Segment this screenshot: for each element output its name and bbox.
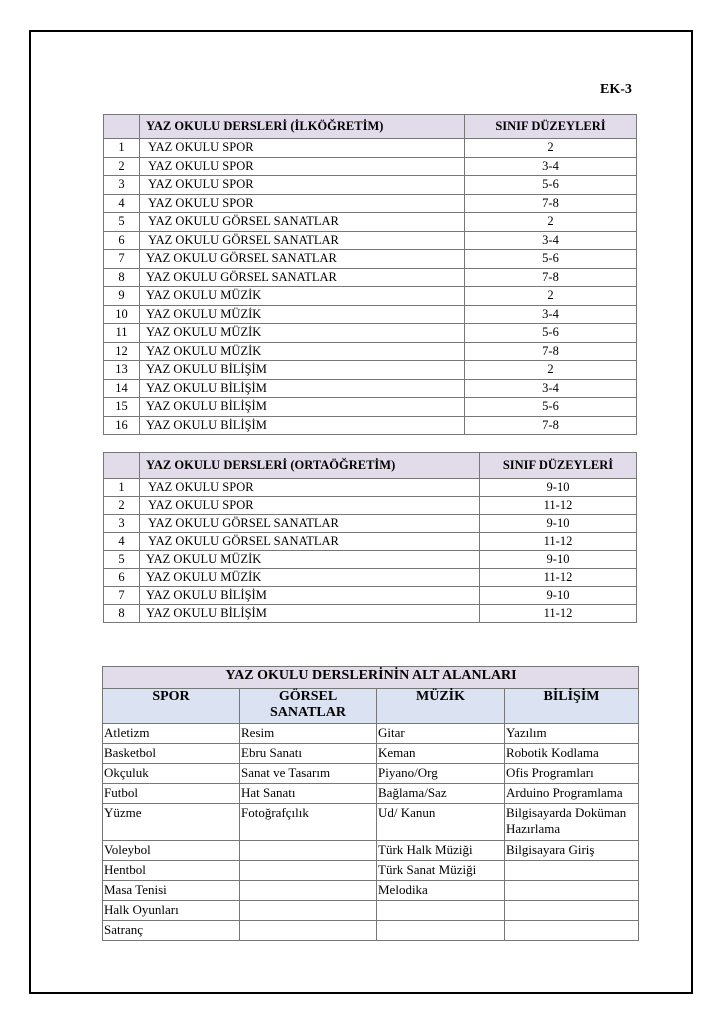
row-number: 7: [104, 250, 140, 269]
subarea-cell: Melodika: [377, 881, 505, 901]
subarea-cell: Türk Sanat Müziği: [377, 861, 505, 881]
course-name: YAZ OKULU MÜZİK: [140, 287, 465, 306]
course-name: YAZ OKULU GÖRSEL SANATLAR: [140, 268, 465, 287]
secondary-courses-table: [103, 452, 637, 623]
subarea-cell: Ofis Programları: [505, 764, 639, 784]
table-row: [103, 784, 639, 804]
row-number: 7: [104, 587, 140, 605]
subarea-cell: Ebru Sanatı: [240, 744, 377, 764]
table-row: [103, 861, 639, 881]
table-row: [103, 724, 639, 744]
subarea-cell: Bilgisayarda Doküman Hazırlama: [505, 804, 639, 841]
subarea-cell: [505, 881, 639, 901]
subarea-cell: Yüzme: [103, 804, 240, 841]
grade-level: 2: [465, 361, 637, 380]
table-row: [103, 841, 639, 861]
row-number: 2: [104, 157, 140, 176]
table-row: [103, 764, 639, 784]
grade-level: 7-8: [465, 194, 637, 213]
subarea-cell: Bilgisayara Giriş: [505, 841, 639, 861]
course-name: YAZ OKULU GÖRSEL SANATLAR: [140, 515, 480, 533]
grade-level: 9-10: [480, 587, 637, 605]
table-row: [103, 744, 639, 764]
row-number: 8: [104, 268, 140, 287]
grade-level: 11-12: [480, 569, 637, 587]
subarea-cell: Bağlama/Saz: [377, 784, 505, 804]
subarea-cell: Resim: [240, 724, 377, 744]
subarea-cell: Halk Oyunları: [103, 901, 240, 921]
grade-level: 7-8: [465, 268, 637, 287]
row-number: 5: [104, 551, 140, 569]
course-name: YAZ OKULU SPOR: [140, 194, 465, 213]
course-name: YAZ OKULU BİLİŞİM: [140, 398, 465, 417]
subarea-cell: [377, 921, 505, 941]
course-name: YAZ OKULU SPOR: [140, 176, 465, 195]
subarea-cell: Türk Halk Müziği: [377, 841, 505, 861]
grade-level: 2: [465, 139, 637, 158]
table-row: [104, 398, 637, 417]
row-number: 9: [104, 287, 140, 306]
subarea-cell: Futbol: [103, 784, 240, 804]
subarea-cell: Gitar: [377, 724, 505, 744]
row-number: 6: [104, 231, 140, 250]
table-row: [104, 194, 637, 213]
grade-level: 2: [465, 287, 637, 306]
row-number: 4: [104, 194, 140, 213]
row-number: 4: [104, 533, 140, 551]
row-number: 6: [104, 569, 140, 587]
subarea-cell: [240, 921, 377, 941]
subarea-cell: Voleybol: [103, 841, 240, 861]
table-row: [103, 881, 639, 901]
grade-level: 7-8: [465, 416, 637, 435]
subarea-cell: Piyano/Org: [377, 764, 505, 784]
course-name: YAZ OKULU SPOR: [140, 139, 465, 158]
table-row: [104, 416, 637, 435]
course-name: YAZ OKULU BİLİŞİM: [140, 361, 465, 380]
column-header: BİLİŞİM: [505, 689, 639, 724]
course-name: YAZ OKULU BİLİŞİM: [140, 587, 480, 605]
row-number: 5: [104, 213, 140, 232]
row-number: 10: [104, 305, 140, 324]
page-label: EK-3: [600, 82, 632, 97]
course-name: YAZ OKULU GÖRSEL SANATLAR: [140, 250, 465, 269]
grade-level: 11-12: [480, 533, 637, 551]
grade-level: 3-4: [465, 305, 637, 324]
course-name: YAZ OKULU BİLİŞİM: [140, 416, 465, 435]
grade-level: 7-8: [465, 342, 637, 361]
table-row: [104, 139, 637, 158]
grade-level: 3-4: [465, 231, 637, 250]
table-row: [104, 587, 637, 605]
grade-level: 5-6: [465, 324, 637, 343]
row-number: 15: [104, 398, 140, 417]
column-header: MÜZİK: [377, 689, 505, 724]
grade-level: 5-6: [465, 176, 637, 195]
grade-level: 9-10: [480, 515, 637, 533]
table-row: [104, 551, 637, 569]
course-name: YAZ OKULU BİLİŞİM: [140, 379, 465, 398]
number-header-cell: [104, 115, 140, 139]
row-number: 13: [104, 361, 140, 380]
grade-level: 5-6: [465, 398, 637, 417]
subarea-cell: Basketbol: [103, 744, 240, 764]
row-number: 3: [104, 176, 140, 195]
table-row: [104, 515, 637, 533]
course-header: YAZ OKULU DERSLERİ (İLKÖĞRETİM): [140, 115, 465, 139]
table-row: [104, 305, 637, 324]
subarea-cell: Ud/ Kanun: [377, 804, 505, 841]
subarea-cell: Masa Tenisi: [103, 881, 240, 901]
subarea-cell: [240, 881, 377, 901]
course-name: YAZ OKULU MÜZİK: [140, 342, 465, 361]
row-number: 1: [104, 139, 140, 158]
subarea-cell: Hentbol: [103, 861, 240, 881]
course-name: YAZ OKULU SPOR: [140, 479, 480, 497]
subarea-cell: Robotik Kodlama: [505, 744, 639, 764]
subareas-table: [102, 666, 639, 941]
primary-courses-table: [103, 114, 637, 435]
subarea-cell: Yazılım: [505, 724, 639, 744]
subarea-cell: [505, 901, 639, 921]
level-header: SINIF DÜZEYLERİ: [465, 115, 637, 139]
table-row: [104, 379, 637, 398]
table-row: [104, 250, 637, 269]
table-header-row: [104, 115, 637, 139]
row-number: 14: [104, 379, 140, 398]
table-row: [104, 569, 637, 587]
table-row: [103, 901, 639, 921]
level-header: SINIF DÜZEYLERİ: [480, 453, 637, 479]
table-row: [104, 497, 637, 515]
table-row: [104, 287, 637, 306]
subarea-cell: Okçuluk: [103, 764, 240, 784]
row-number: 16: [104, 416, 140, 435]
number-header-cell: [104, 453, 140, 479]
subarea-cell: [240, 841, 377, 861]
course-name: YAZ OKULU SPOR: [140, 157, 465, 176]
subarea-cell: Satranç: [103, 921, 240, 941]
row-number: 12: [104, 342, 140, 361]
course-name: YAZ OKULU MÜZİK: [140, 569, 480, 587]
grade-level: 5-6: [465, 250, 637, 269]
subarea-cell: Hat Sanatı: [240, 784, 377, 804]
course-name: YAZ OKULU GÖRSEL SANATLAR: [140, 231, 465, 250]
table-row: [103, 804, 639, 841]
subarea-cell: Arduino Programlama: [505, 784, 639, 804]
subareas-title: YAZ OKULU DERSLERİNİN ALT ALANLARI: [103, 667, 639, 689]
table-header-row: [104, 453, 637, 479]
subarea-cell: [240, 861, 377, 881]
grade-level: 11-12: [480, 497, 637, 515]
row-number: 1: [104, 479, 140, 497]
row-number: 3: [104, 515, 140, 533]
grade-level: 3-4: [465, 379, 637, 398]
subarea-cell: Sanat ve Tasarım: [240, 764, 377, 784]
column-header: GÖRSEL SANATLAR: [240, 689, 377, 724]
course-name: YAZ OKULU MÜZİK: [140, 324, 465, 343]
table-row: [104, 479, 637, 497]
table-row: [104, 605, 637, 623]
table-row: [104, 533, 637, 551]
table-row: [104, 342, 637, 361]
table-row: [104, 157, 637, 176]
table-row: [103, 921, 639, 941]
subarea-cell: [240, 901, 377, 921]
course-name: YAZ OKULU BİLİŞİM: [140, 605, 480, 623]
subarea-cell: Atletizm: [103, 724, 240, 744]
grade-level: 9-10: [480, 551, 637, 569]
column-header: SPOR: [103, 689, 240, 724]
grade-level: 2: [465, 213, 637, 232]
table-row: [104, 361, 637, 380]
table-row: [104, 176, 637, 195]
subarea-cell: [505, 861, 639, 881]
course-name: YAZ OKULU GÖRSEL SANATLAR: [140, 213, 465, 232]
course-name: YAZ OKULU GÖRSEL SANATLAR: [140, 533, 480, 551]
course-name: YAZ OKULU MÜZİK: [140, 551, 480, 569]
table-row: [104, 324, 637, 343]
subareas-header-row: [103, 689, 639, 724]
grade-level: 3-4: [465, 157, 637, 176]
subarea-cell: [377, 901, 505, 921]
table-row: [104, 231, 637, 250]
table-row: [104, 268, 637, 287]
subarea-cell: Keman: [377, 744, 505, 764]
subarea-cell: Fotoğrafçılık: [240, 804, 377, 841]
course-name: YAZ OKULU MÜZİK: [140, 305, 465, 324]
grade-level: 9-10: [480, 479, 637, 497]
row-number: 2: [104, 497, 140, 515]
course-name: YAZ OKULU SPOR: [140, 497, 480, 515]
row-number: 11: [104, 324, 140, 343]
course-header: YAZ OKULU DERSLERİ (ORTAÖĞRETİM): [140, 453, 480, 479]
table-row: [104, 213, 637, 232]
grade-level: 11-12: [480, 605, 637, 623]
subarea-cell: [505, 921, 639, 941]
row-number: 8: [104, 605, 140, 623]
